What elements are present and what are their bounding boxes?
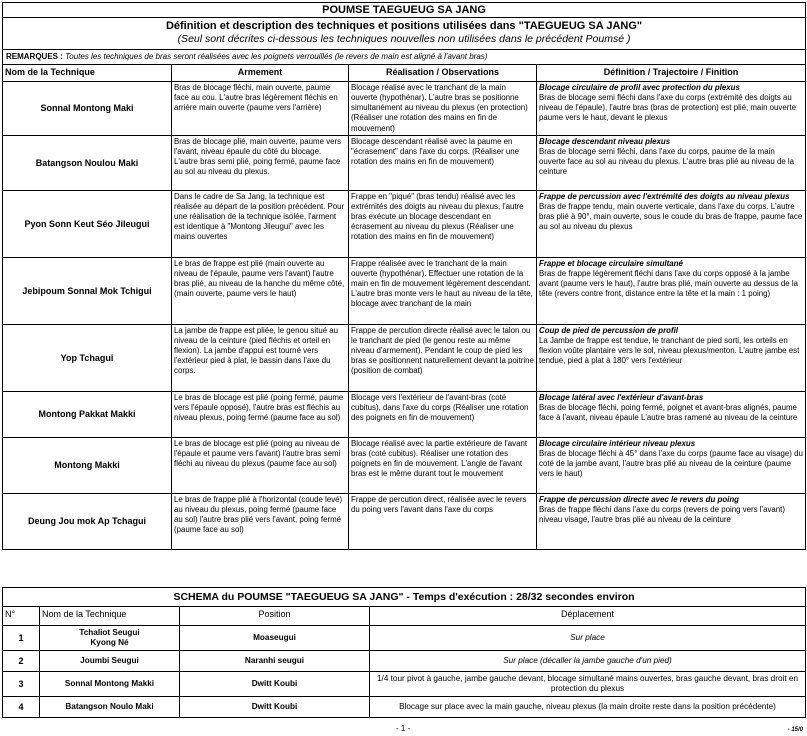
technique-name: Montong Makki xyxy=(3,437,172,493)
header-technique: Nom de la Technique xyxy=(3,65,172,82)
table-row xyxy=(3,391,806,437)
header-armement: Armement xyxy=(172,65,349,82)
armement-cell: Le bras de blocage est plié (poing fermé, paume vers l'épaule opposé), l'autre bras est fléchis au niveau plexus, poing fermé (paume face au sol) xyxy=(172,391,349,437)
step-number: 4 xyxy=(3,697,40,718)
realisation-cell: Frappe de percution directe réalisé avec le talon ou le tranchant de pied (le genou reste au même niveau d'armement). Pendant le coup de pied les bras se positionnent naturellement devant la poitrine (position de combat) xyxy=(349,324,537,391)
definition-title: Frappe de percussion directe avec le revers du poing xyxy=(539,494,739,504)
remarks-text: Toutes les techniques de bras seront réalisées avec les poignets verrouillés (le revers de main est aligné à l'avant bras) xyxy=(62,52,488,62)
definition-text: Bras de blocage semi fléchi, dans l'axe du corps, paume de la main ouverte face au sol au niveau du plexus. L'autre bras plié au niveau de la ceinture xyxy=(539,146,795,176)
technique-name: Sonnal Montong Maki xyxy=(3,82,172,135)
step-position: Naranhi seugui xyxy=(180,651,370,672)
armement-cell: Le bras de blocage est plié (poing au niveau de l'épaule et paume vers l'avant) l'autre bras semi fléchi au niveau du plexus (paume face au sol) xyxy=(172,437,349,493)
definition-title: Blocage descendant niveau plexus xyxy=(539,136,671,146)
schema-row xyxy=(3,626,806,651)
step-deplacement xyxy=(370,651,806,672)
schema-row xyxy=(3,672,806,697)
schema-table xyxy=(2,587,806,718)
technique-name: Jebipoum Sonnal Mok Tchigui xyxy=(3,257,172,324)
definition-title: Frappe de percussion avec l'extrémité des doigts au niveau plexus xyxy=(539,191,790,201)
definition-cell xyxy=(537,257,806,324)
step-deplacement-text: Sur place xyxy=(570,633,605,642)
step-number: 2 xyxy=(3,651,40,672)
step-position: Moaseugui xyxy=(180,626,370,651)
definition-title: Frappe et blocage circulaire simultané xyxy=(539,258,683,268)
technique-name: Deung Jou mok Ap Tchagui xyxy=(3,493,172,549)
schema-row xyxy=(3,651,806,672)
realisation-cell: Blocage réalisé avec la partie extérieure de l'avant bras (coté cubitus). Réaliser une rotation des poignets en fin de mouvement. L'angle de l'avant bras est le même durant tout le mouvement xyxy=(349,437,537,493)
definition-title: Blocage circulaire de profil avec protection du plexus xyxy=(539,83,740,93)
step-deplacement-text: Sur place (décaller la jambe gauche d'un pied) xyxy=(503,656,672,665)
definition-text: Bras de blocage fléchi, poing fermé, poignet et avant-bras alignés, paume face à l'avant, niveau épaule L'autre bras ramené au niveau de la ceinture xyxy=(539,402,798,422)
remarks-label: REMARQUES : xyxy=(6,52,63,62)
step-number: 3 xyxy=(3,672,40,697)
definition-cell xyxy=(537,391,806,437)
step-number: 1 xyxy=(3,626,40,651)
realisation-cell: Blocage descendant réalisé avec la paume en "écrasement" dans l'axe du corps. (Réaliser une rotation des mains en fin de mouvement) xyxy=(349,135,537,190)
armement-cell: Dans le cadre de Sa Jang, la technique est réalisée au départ de la position précédent. Pour une réalisation de la technique isolée, l'arment est identique à "Montong Jileugui" avec les mains ouvertes xyxy=(172,190,349,257)
document-title: POUMSE TAEGUEUG SA JANG xyxy=(3,3,806,18)
header-deplacement: Déplacement xyxy=(370,607,806,626)
header-definition: Définition / Trajectoire / Finition xyxy=(537,65,806,82)
page-number: - 1 - xyxy=(396,724,411,733)
definition-title: Coup de pied de percussion de profil xyxy=(539,325,678,335)
document-reference: - 15/0 xyxy=(787,727,803,733)
step-deplacement: Blocage sur place avec la main gauche, niveau plexus (la main droite reste dans la position précédente) xyxy=(370,697,806,718)
techniques-table xyxy=(2,2,806,550)
definition-cell xyxy=(537,493,806,549)
schema-header-row xyxy=(3,607,806,626)
header-realisation: Réalisation / Observations xyxy=(349,65,537,82)
armement-cell: Le bras de frappe plié à l'horizontal (coude levé) au niveau du plexus, poing fermé (paume face au sol) l'autre bras plié vers l'avant, poing fermé (paume face au sol) xyxy=(172,493,349,549)
schema-title: SCHEMA du POUMSE "TAEGUEUG SA JANG" - Temps d'exécution : 28/32 secondes environ xyxy=(3,588,806,607)
remarks xyxy=(3,50,806,65)
table-row xyxy=(3,257,806,324)
definition-text: Bras de frappe légèrement fléchi dans l'axe du corps opposé à la jambe avant (paume vers le haut), l'autre bras plié, main ouverte au dessus de la tête (revers contre front, distance entre la tête et la main : 1 poing) xyxy=(539,268,798,298)
step-deplacement xyxy=(370,626,806,651)
step-technique: Batangson Noulo Maki xyxy=(40,697,180,718)
definition-cell xyxy=(537,135,806,190)
table-row xyxy=(3,493,806,549)
header-number: N° xyxy=(3,607,40,626)
realisation-cell: Frappe en "piqué" (bras tendu) réalisé avec les extrémités des doigts au niveau du plexus, l'autre bras exécute un blocage descendant en écrasement au niveau du plexus (Réaliser une rotation des mains en fin de mouvement) xyxy=(349,190,537,257)
table-row xyxy=(3,190,806,257)
step-technique: Sonnal Montong Makki xyxy=(40,672,180,697)
step-deplacement: 1/4 tour pivot à gauche, jambe gauche devant, blocage simultané mains ouvertes, bras gauche devant, bras droit en protection du plexus xyxy=(370,672,806,697)
subtitle-line2: (Seul sont décrites ci-dessous les techniques nouvelles non utilisées dans le précédent Poumsé ) xyxy=(177,33,631,46)
realisation-cell: Frappe de percution direct, réalisée avec le revers du poing vers l'avant dans l'axe du corps xyxy=(349,493,537,549)
armement-cell: Le bras de frappe est plié (main ouverte au niveau de l'épaule, paume vers l'avant) l'autre bras plié, au niveau de la hanche du même côté, (main ouverte, paume vers le haut) xyxy=(172,257,349,324)
table-row xyxy=(3,82,806,135)
table-row xyxy=(3,135,806,190)
technique-name: Pyon Sonn Keut Séo Jileugui xyxy=(3,190,172,257)
step-technique: Joumbi Seugui xyxy=(40,651,180,672)
header-technique: Nom de la Technique xyxy=(40,607,180,626)
subtitle-line1: Définition et description des techniques et positions utilisées dans "TAEGUEUG SA JANG" xyxy=(165,20,643,33)
definition-text: Bras de frappe tendu, main ouverte verticale, dans l'axe du corps. L'autre bras plié à 90°, main ouverte, sous le coude du bras de frappe, paume face au sol au niveau du plexus xyxy=(539,201,803,231)
definition-title: Blocage latéral avec l'extérieur d'avant-bras xyxy=(539,392,704,402)
definition-cell xyxy=(537,82,806,135)
technique-name: Yop Tchagui xyxy=(3,324,172,391)
step-technique: Tchaliot Seugui Kyong Né xyxy=(40,626,180,651)
definition-cell xyxy=(537,324,806,391)
definition-text: Bras de blocage fléchi à 45° dans l'axe du corps (paume face au visage) du coté de la jambe avant, l'autre bras plié au niveau de la ceinture (paume vers le haut) xyxy=(539,448,803,478)
technique-name: Batangson Noulou Maki xyxy=(3,135,172,190)
armement-cell: La jambe de frappe est pliée, le genou situé au niveau de la ceinture (pied fléchis et orteil en flexion). La jambe d'appui est tourné vers l'extérieur pied à plat, le bassin dans l'axe du corps. xyxy=(172,324,349,391)
header-position: Position xyxy=(180,607,370,626)
document-subtitle xyxy=(3,18,806,50)
definition-text: Bras de blocage semi fléchi dans l'axe du corps (extrémité des doigts au niveau de l'épaule), l'autre bras (bras de protection) est plié, main ouverte paume vers le haut, devant le plexus xyxy=(539,93,796,123)
definition-text: La Jambe de frappe est tendue, le tranchant de pied sorti, les orteils en flexion voûte plantaire vers le sol, niveau plexus/menton. L'autre jambe est tendue, pied à plat à 180° vers l'extérieur xyxy=(539,335,800,365)
step-position: Dwitt Koubi xyxy=(180,672,370,697)
table-row xyxy=(3,437,806,493)
definition-cell xyxy=(537,437,806,493)
table-row xyxy=(3,324,806,391)
armement-cell: Bras de blocage plié, main ouverte, paume vers l'avant, niveau épaule du côté du blocage. L'autre bras semi plié, poing fermé, paume face au sol au niveau du plexus. xyxy=(172,135,349,190)
step-position: Dwitt Koubi xyxy=(180,697,370,718)
realisation-cell: Blocage vers l'extérieur de l'avant-bras (coté cubitus), dans l'axe du corps (Réaliser une rotation des poignets en fin de mouvement) xyxy=(349,391,537,437)
realisation-cell: Blocage réalisé avec le tranchant de la main ouverte (hypothénar). L'autre bras se positionne simultanément au niveau du plexus (en protection)(Réaliser une rotation des mains en fin de mouvement) xyxy=(349,82,537,135)
definition-title: Blocage circulaire intérieur niveau plexus xyxy=(539,438,696,448)
realisation-cell: Frappe réalisée avec le tranchant de la main ouverte (hypothénar). Effectuer une rotation de la main en fin de mouvement légèrement descendant. L'autre bras monte vers le haut au niveau de la tête, blocage avec tranchant de la main xyxy=(349,257,537,324)
definition-text: Bras de frappe fléchi dans l'axe du corps (revers de poing vers l'avant) niveau visage, l'autre bras plié au niveau de la ceinture xyxy=(539,504,785,524)
technique-name: Montong Pakkat Makki xyxy=(3,391,172,437)
definition-cell xyxy=(537,190,806,257)
table-header-row xyxy=(3,65,806,82)
schema-row xyxy=(3,697,806,718)
armement-cell: Bras de blocage fléchi, main ouverte, paume face au cou. L'autre bras légèrement fléchis en arrière main ouverte (paume vers l'arrière) xyxy=(172,82,349,135)
